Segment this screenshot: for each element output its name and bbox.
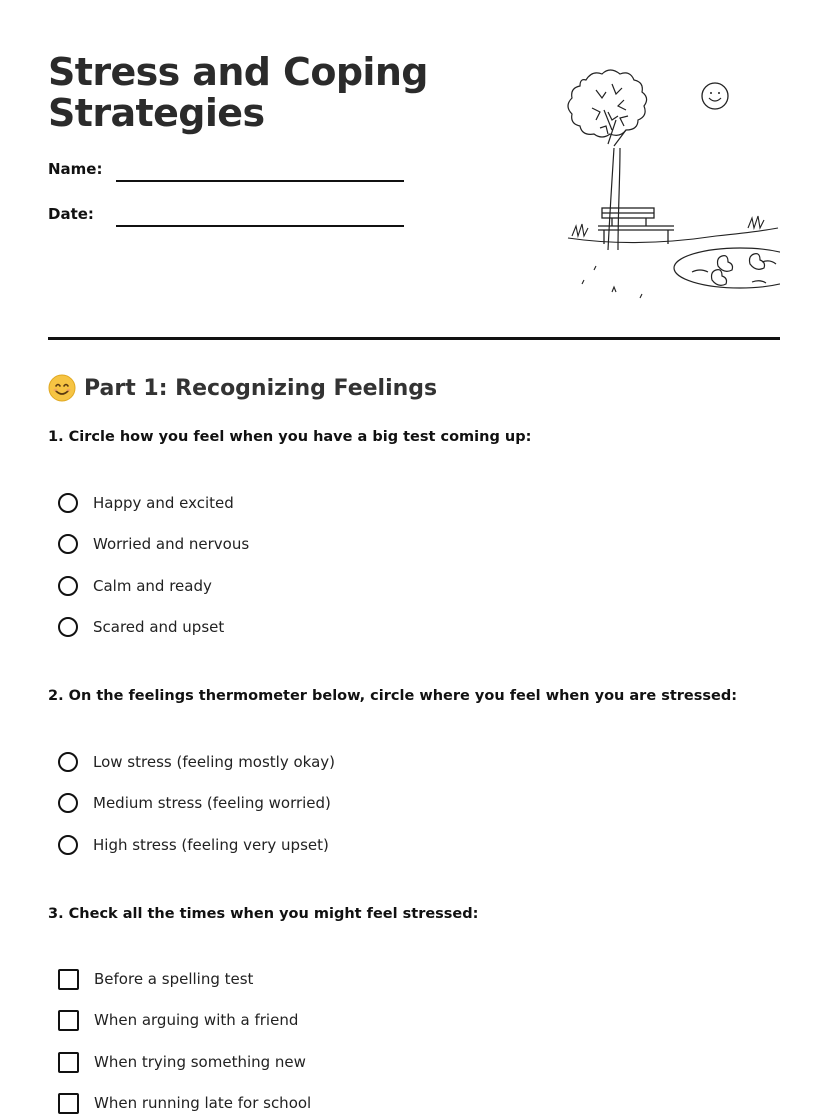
page-title: Stress and Coping Strategies (48, 50, 428, 135)
option-label: When trying something new (94, 1053, 306, 1071)
option-label: Low stress (feeling mostly okay) (93, 753, 336, 771)
option-label: When running late for school (94, 1094, 312, 1112)
part1-heading-text: Part 1: Recognizing Feelings (84, 375, 438, 401)
option-label: Worried and nervous (93, 535, 250, 553)
checkbox[interactable] (58, 1052, 79, 1073)
smiling-face-icon (48, 374, 76, 402)
radio-circle[interactable] (58, 617, 78, 637)
q1-option[interactable] (58, 574, 212, 598)
option-label: When arguing with a friend (94, 1011, 299, 1029)
bench-icon (598, 208, 674, 244)
q1-option[interactable] (58, 615, 224, 639)
checkbox[interactable] (58, 1093, 79, 1114)
radio-circle[interactable] (58, 493, 78, 513)
q1-option[interactable] (58, 532, 249, 556)
q3-option[interactable] (58, 1091, 311, 1115)
worksheet-header (48, 0, 780, 340)
radio-circle[interactable] (58, 793, 78, 813)
q3-option[interactable] (58, 1008, 298, 1032)
option-label: Calm and ready (93, 577, 212, 595)
name-label: Name: (48, 160, 103, 178)
radio-circle[interactable] (58, 576, 78, 596)
question-1: 1. Circle how you feel when you have a big test coming up: (48, 429, 532, 445)
ground-icon (568, 216, 778, 298)
name-field[interactable] (48, 160, 408, 184)
question-2: 2. On the feelings thermometer below, circle where you feel when you are stressed: (48, 688, 738, 704)
date-label: Date: (48, 205, 94, 223)
pond-icon (674, 248, 780, 288)
date-line[interactable] (116, 225, 404, 227)
q1-option[interactable] (58, 491, 234, 515)
tree-icon (568, 70, 647, 250)
part1-heading (48, 374, 437, 402)
option-label: High stress (feeling very upset) (93, 836, 329, 854)
sun-icon (702, 83, 728, 109)
option-label: Happy and excited (93, 494, 234, 512)
header-divider (48, 337, 780, 340)
checkbox[interactable] (58, 1010, 79, 1031)
option-label: Before a spelling test (94, 970, 254, 988)
park-scene-illustration (516, 60, 780, 310)
radio-circle[interactable] (58, 534, 78, 554)
q3-option[interactable] (58, 967, 253, 991)
question-3: 3. Check all the times when you might feel stressed: (48, 906, 479, 922)
option-label: Scared and upset (93, 618, 225, 636)
q2-option[interactable] (58, 833, 329, 857)
checkbox[interactable] (58, 969, 79, 990)
name-line[interactable] (116, 180, 404, 182)
q2-option[interactable] (58, 750, 335, 774)
radio-circle[interactable] (58, 752, 78, 772)
q2-option[interactable] (58, 791, 331, 815)
option-label: Medium stress (feeling worried) (93, 794, 331, 812)
q3-option[interactable] (58, 1050, 306, 1074)
radio-circle[interactable] (58, 835, 78, 855)
date-field[interactable] (48, 205, 408, 229)
